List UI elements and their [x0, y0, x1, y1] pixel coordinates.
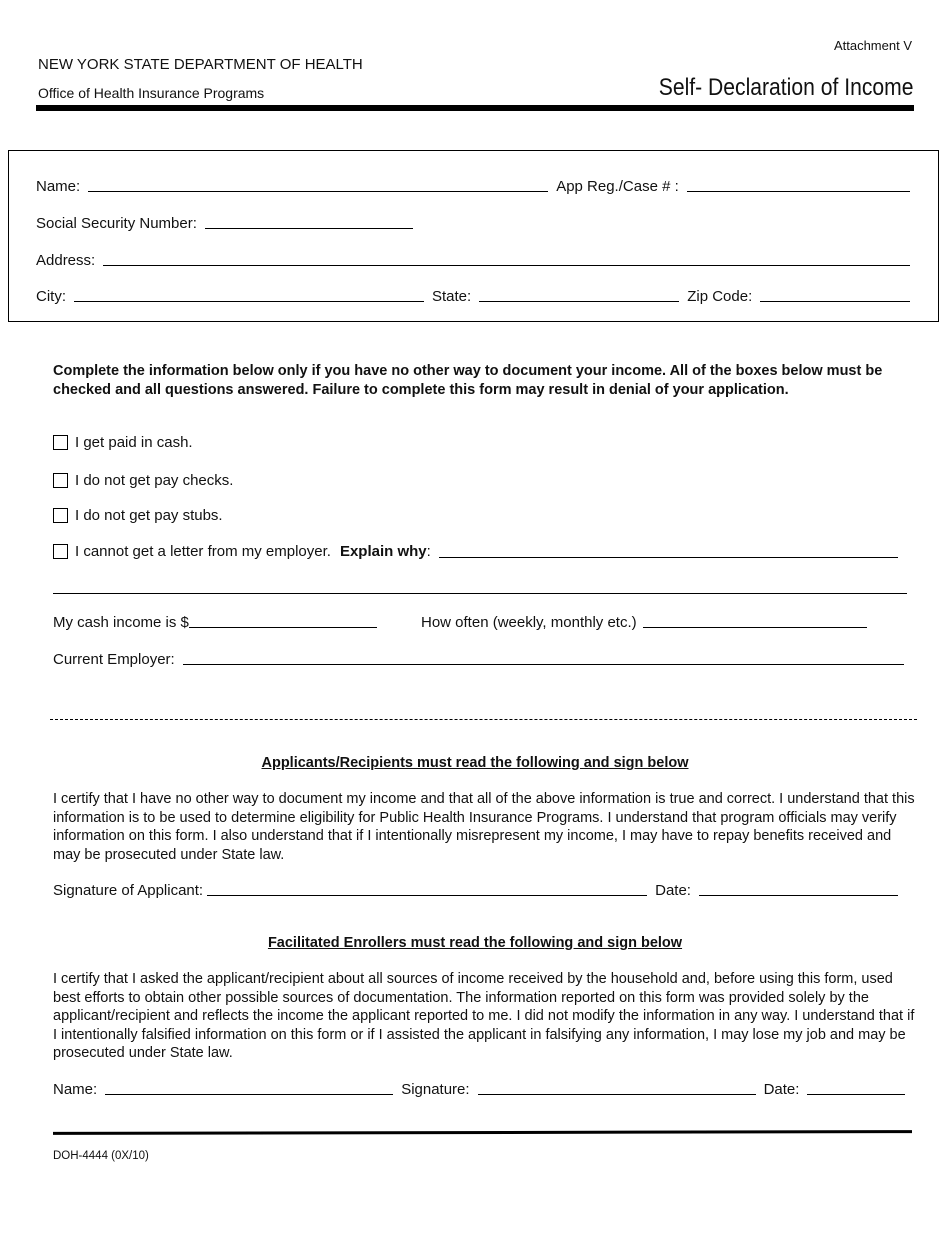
explain-why-field-continued[interactable]: [53, 593, 907, 594]
applicant-date-field[interactable]: [699, 880, 898, 896]
checkbox-label: I do not get pay stubs.: [75, 507, 223, 524]
zip-code-label: Zip Code:: [687, 288, 753, 305]
state-field[interactable]: [479, 286, 679, 302]
enroller-certification-text: I certify that I asked the applicant/recipient about all sources of income received by the household and, before using this form, used best efforts to obtain other possible sources of documentation. The information reported on this form was provided solely by the applicant/recipient and reflects the income the applicant reported to me. I did not modify the information in any way. I understand that if I intentionally falsified information on this form or if I assisted the applicant in falsifying any information, I may lose my job and may be prosecuted under State law.: [53, 971, 915, 1061]
enroller-name-field[interactable]: [105, 1079, 393, 1095]
explain-why-label: Explain why: [339, 543, 427, 560]
checkbox-no-employer-letter[interactable]: [53, 544, 68, 559]
checkbox-no-pay-checks[interactable]: [53, 473, 68, 488]
agency-name: NEW YORK STATE DEPARTMENT OF HEALTH: [38, 56, 363, 73]
instructions-text: Complete the information below only if you have no other way to document your income. All of the boxes below must be checked and all questions answered. Failure to complete this form may result in denial of your application.: [53, 363, 883, 398]
ssn-row: [36, 213, 413, 232]
checkbox-row-no-pay-checks: [53, 472, 233, 489]
checkbox-label: I get paid in cash.: [75, 434, 193, 451]
ssn-field[interactable]: [205, 213, 413, 229]
name-label: Name:: [36, 178, 81, 195]
ssn-label: Social Security Number:: [36, 215, 197, 232]
enroller-section-heading: Facilitated Enrollers must read the following and sign below: [267, 935, 683, 951]
city-label: City:: [36, 288, 66, 305]
checkbox-paid-cash[interactable]: [53, 435, 68, 450]
office-name: Office of Health Insurance Programs: [38, 85, 265, 101]
explain-why-field[interactable]: [439, 542, 898, 558]
applicant-signature-field[interactable]: [207, 880, 647, 896]
how-often-label: How often (weekly, monthly etc.): [421, 614, 637, 631]
city-field[interactable]: [74, 286, 424, 302]
checkbox-row-no-pay-stubs: [53, 507, 223, 524]
enroller-date-label: Date:: [763, 1081, 800, 1098]
how-often-field[interactable]: [643, 612, 867, 628]
name-case-row: [36, 176, 910, 195]
explain-why-colon: :: [426, 543, 431, 560]
address-row: [36, 250, 910, 269]
how-often-row: [421, 612, 867, 631]
checkbox-label: I do not get pay checks.: [75, 472, 234, 489]
form-id: DOH-4444 (0X/10): [53, 1150, 149, 1162]
applicant-signature-label: Signature of Applicant:: [53, 882, 204, 899]
checkbox-row-paid-cash: [53, 434, 193, 451]
attachment-label: Attachment V: [833, 38, 912, 53]
checkbox-row-no-employer-letter: [53, 542, 898, 561]
address-field[interactable]: [103, 250, 910, 266]
case-number-field[interactable]: [687, 176, 910, 192]
employer-row: [53, 649, 904, 668]
enroller-signature-field[interactable]: [478, 1079, 756, 1095]
header-rule: [36, 105, 914, 111]
section-divider: [50, 719, 917, 720]
cash-income-row: [53, 612, 377, 631]
applicant-certification-text: I certify that I have no other way to document my income and that all of the above information is true and correct. I understand that this information is to be used to determine eligibility for Public Health Insurance Programs. I understand that program officials may verify information on this form. I also understand that if I intentionally misrepresent my income, I may have to repay benefits received and may be prosecuted under State law.: [53, 791, 915, 863]
zip-code-field[interactable]: [760, 286, 910, 302]
cash-income-field[interactable]: [189, 612, 377, 628]
enroller-signature-label: Signature:: [401, 1081, 470, 1098]
footer-rule: [53, 1130, 912, 1135]
applicant-signature-row: [53, 880, 898, 899]
case-number-label: App Reg./Case # :: [556, 178, 679, 195]
checkbox-label: I cannot get a letter from my employer.: [75, 543, 331, 560]
current-employer-label: Current Employer:: [53, 651, 175, 668]
enroller-name-label: Name:: [53, 1081, 98, 1098]
form-title: Self- Declaration of Income: [658, 74, 913, 101]
enroller-signature-row: [53, 1079, 905, 1098]
city-state-zip-row: [36, 286, 910, 305]
name-field[interactable]: [88, 176, 548, 192]
applicant-section-heading: Applicants/Recipients must read the following and sign below: [261, 755, 689, 771]
state-label: State:: [432, 288, 472, 305]
applicant-date-label: Date:: [655, 882, 691, 899]
current-employer-field[interactable]: [183, 649, 904, 665]
checkbox-no-pay-stubs[interactable]: [53, 508, 68, 523]
address-label: Address:: [36, 252, 96, 269]
enroller-date-field[interactable]: [807, 1079, 905, 1095]
cash-income-label: My cash income is $: [53, 614, 189, 631]
